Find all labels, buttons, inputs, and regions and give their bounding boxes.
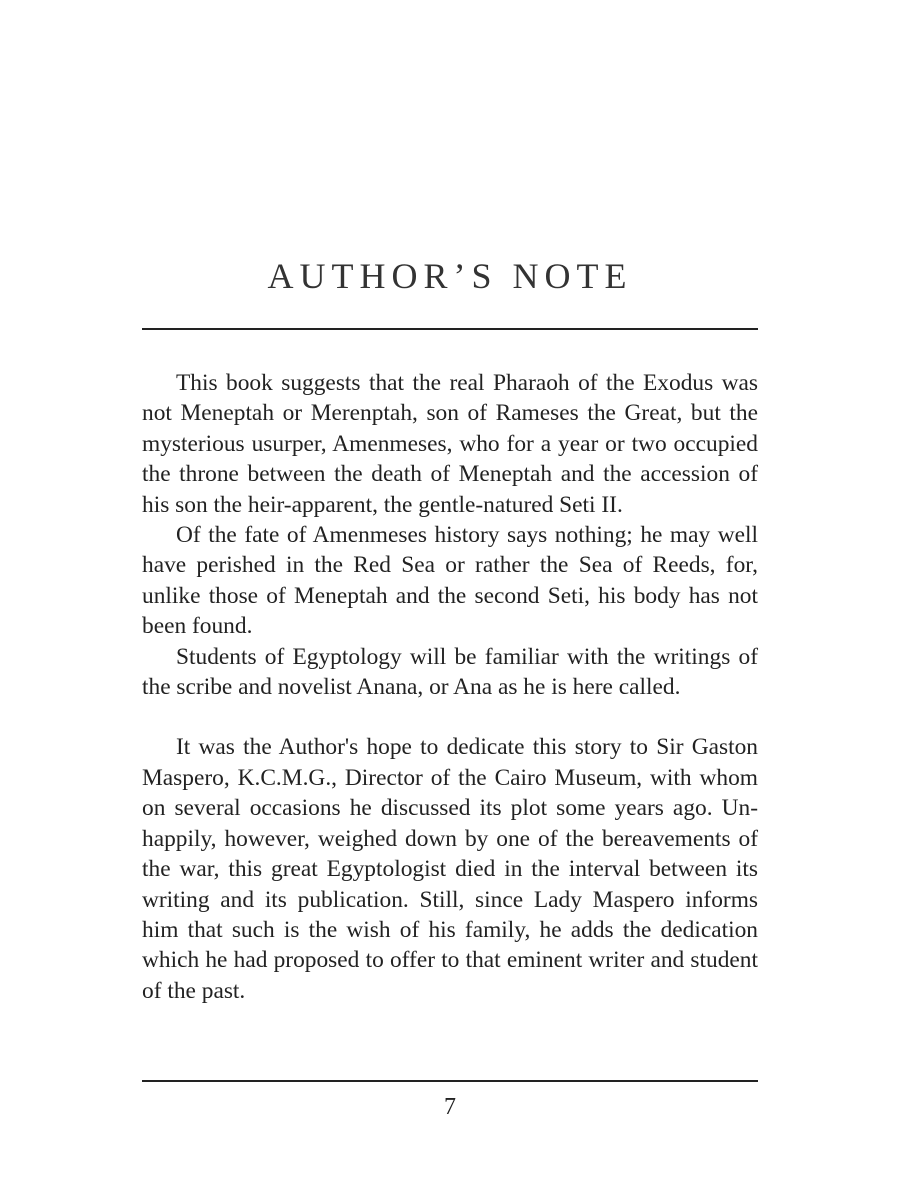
paragraph-dedication: It was the Author's hope to dedicate this story to Sir Gaston Maspero, K.C.M.G., Director of the Cairo Museum, with whom on several occasions he discussed its plot some years ago. Unhappily, however, weighed down by one of the bereavements of the war, this great Egyptologist died in the interval between its writing and its publication. Still, since Lady Maspero informs him that such is the wish of his family, he adds the dedication which he had proposed to offer to that eminent writer and student of the past. [142, 734, 758, 1004]
note-body [142, 368, 758, 1006]
page-number: 7 [444, 1094, 456, 1120]
paragraph-anana: Students of Egyptology will be familiar with the writings of the scribe and novelist Anana, or Ana as he is here called. [142, 643, 758, 701]
chapter-title: AUTHOR’S NOTE [267, 256, 633, 296]
top-divider [142, 328, 758, 330]
paragraph-exodus: This book suggests that the real Pharaoh of the Exodus was not Meneptah or Merenptah, son of Rameses the Great, but the mysterious usurper, Amenmeses, who for a year or two occupied the throne between the death of Meneptah and the accession of his son the heir-apparent, the gentle-natured Seti II. [142, 370, 758, 518]
bottom-divider [142, 1080, 758, 1082]
paragraph-amenmeses-fate: Of the fate of Amenmeses history says nothing; he may well have perished in the Red Sea or rather the Sea of Reeds, for, unlike those of Meneptah and the second Seti, his body has not been found. [142, 522, 758, 640]
